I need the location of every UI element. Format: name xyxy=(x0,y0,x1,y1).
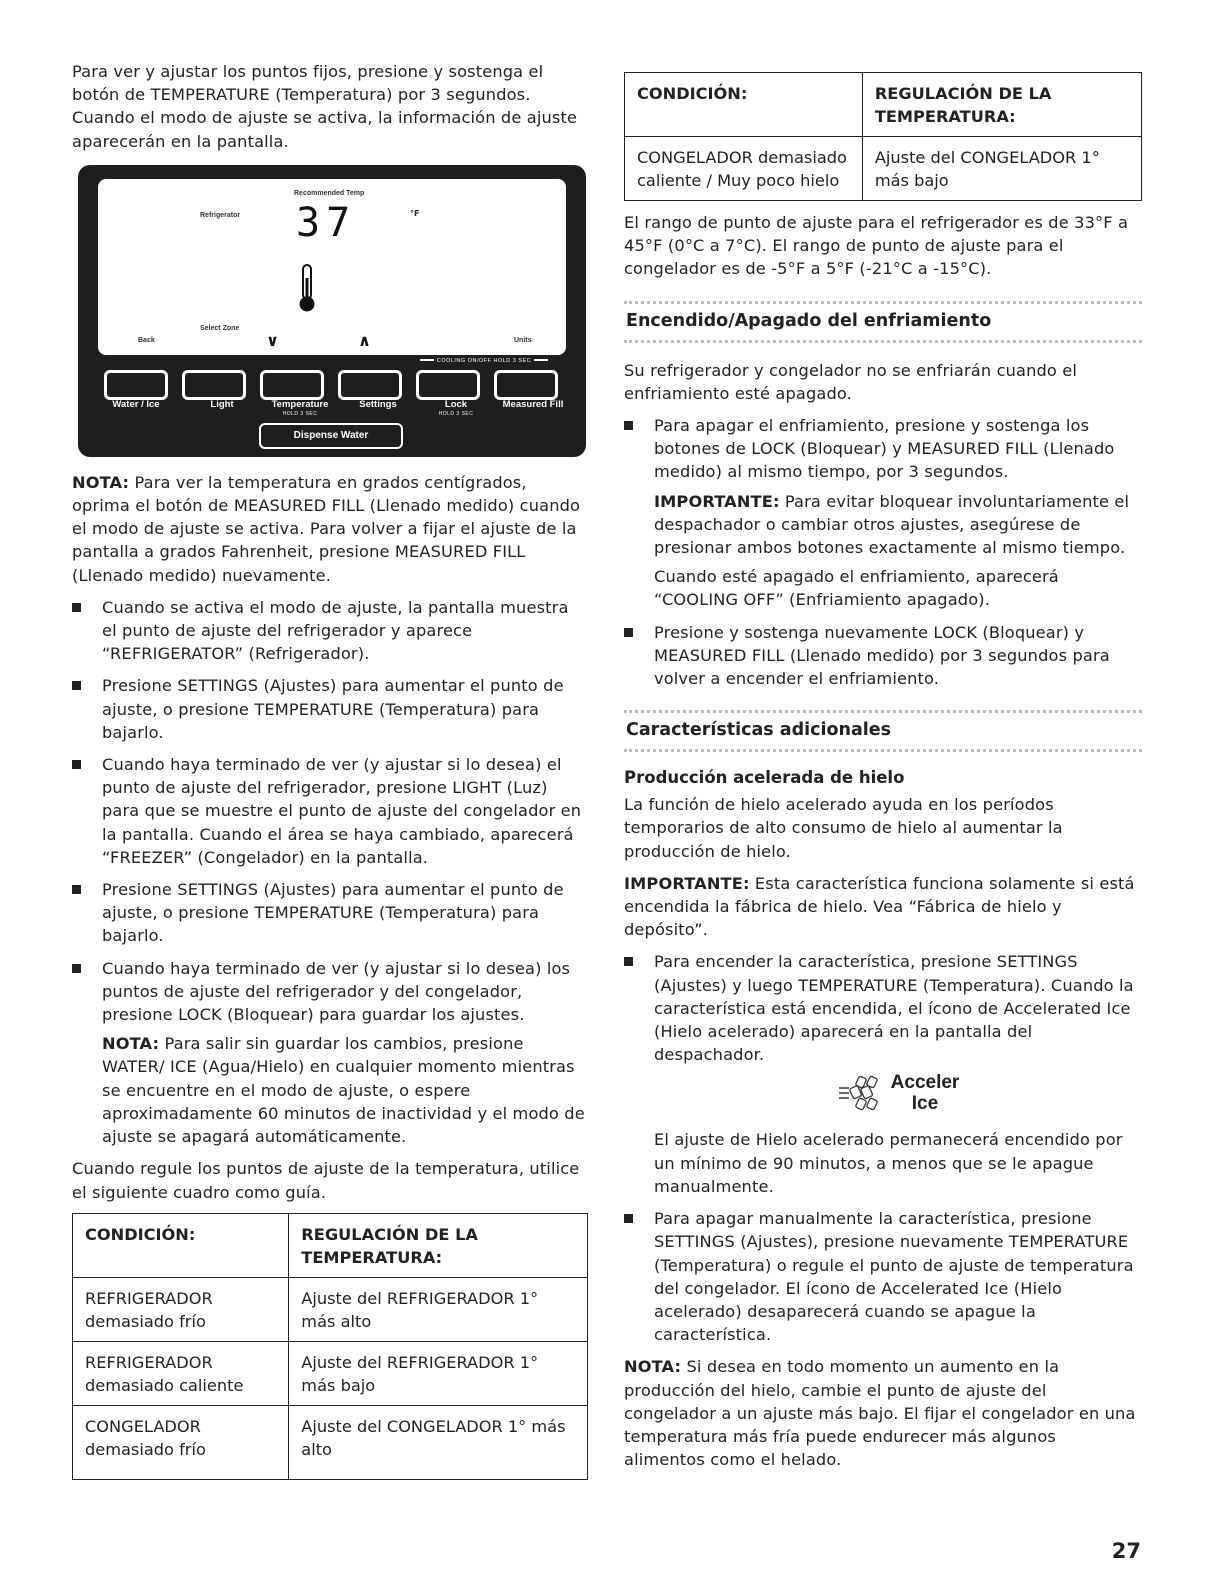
back-label: Back xyxy=(138,336,155,344)
bullet-nota: NOTA: Para salir sin guardar los cambios, presione WATER/ ICE (Agua/Hielo) en cualquier momento mientras se encuentre en el modo de ajuste, o espere aproximadamente 60 minutos de inactividad y el modo de ajuste se apagará automáticamente. xyxy=(102,1034,585,1147)
nota-paragraph-2: NOTA: Si desea en todo momento un aumento en la producción del hielo, cambie el punto de ajuste del congelador a un ajuste más bajo. El fijar el congelador en una temperatura más fría puede endurecer más algunos alimentos como el helado. xyxy=(624,1357,1136,1470)
list-item: Presione SETTINGS (Ajustes) para aumentar el punto de ajuste, o presione TEMPERATURE (Temperatura) para bajarlo. xyxy=(72,878,588,948)
intro-paragraph: Para ver y ajustar los puntos fijos, presione y sostenga el botón de TEMPERATURE (Temperatura) por 3 segundos. Cuando el modo de ajuste se activa, la información de ajuste aparecerán en la pantalla. xyxy=(72,62,578,151)
cooling-steps-list xyxy=(624,414,1142,690)
refrigerator-label: Refrigerator xyxy=(200,211,241,219)
guide-paragraph: Cuando regule los puntos de ajuste de la temperatura, utilice el siguiente cuadro como guía. xyxy=(72,1159,580,1202)
list-item: Para apagar el enfriamiento, presione y sostenga los botones de LOCK (Bloquear) y MEASURED FILL (Llenado medido) al mismo tiempo, por 3 segundos. IMPORTANTE: Para evitar bloquear involuntariamente el despachador o cambiar otros ajustes, asegúrese de presionar ambos botones exactamente al mismo tiempo. Cuando esté apagado el enfriamiento, aparecerá “COOLING OFF” (Enfriamiento apagado). xyxy=(624,414,1142,612)
table-row: CONGELADOR demasiado frío Ajuste del CONGELADOR 1° más alto xyxy=(73,1405,588,1479)
list-item: Presione SETTINGS (Ajustes) para aumentar el punto de ajuste, o presione TEMPERATURE (Temperatura) para bajarlo. xyxy=(72,674,588,744)
measured-fill-label: Measured Fill xyxy=(502,398,564,410)
important-paragraph: IMPORTANTE: Esta característica funciona solamente si está encendida la fábrica de hielo. Vea “Fábrica de hielo y depósito”. xyxy=(624,873,1135,940)
list-item: Cuando se activa el modo de ajuste, la pantalla muestra el punto de ajuste del refrigerador y aparece “REFRIGERATOR” (Refrigerador). xyxy=(72,596,588,666)
light-button[interactable] xyxy=(182,370,246,400)
accelerated-ice-list xyxy=(624,950,1142,1346)
table-row: CONGELADOR demasiado caliente / Muy poco hielo Ajuste del CONGELADOR 1° más bajo xyxy=(625,137,1142,201)
table-row: REFRIGERADOR demasiado frío Ajuste del REFRIGERADOR 1° más alto xyxy=(73,1277,588,1341)
section-title: Características adicionales xyxy=(626,720,892,741)
unit-label: °F xyxy=(410,208,420,218)
section-header-features xyxy=(624,710,1142,752)
important-note: IMPORTANTE: Para evitar bloquear involuntariamente el despachador o cambiar otros ajustes, asegúrese de presionar ambos botones exactamente al mismo tiempo. xyxy=(654,491,1130,558)
subsection-title: Producción acelerada de hielo xyxy=(624,768,905,788)
table-header: CONDICIÓN: xyxy=(625,73,863,137)
settings-label: Settings xyxy=(359,398,397,410)
temperature-readout: 37 xyxy=(296,199,357,246)
accelerated-ice-icon xyxy=(837,1073,885,1113)
section-header-cooling xyxy=(624,301,1142,343)
list-item: Para encender la característica, presione SETTINGS (Ajustes) y luego TEMPERATURE (Temperatura). Cuando la característica está encendida, el ícono de Accelerated Ice (Hielo acelerado) aparecerá en la pantalla del despachador. Acceler Ice El ajuste de Hielo acelerado permanecerá encendido por un mínimo de 90 minutos, a menos que se le apague manualmente. xyxy=(624,950,1142,1198)
range-paragraph: El rango de punto de ajuste para el refrigerador es de 33°F a 45°F (0°C a 7°C). El rango de punto de ajuste para el congelador es de -5°F a 5°F (-21°C a -15°C). xyxy=(624,213,1129,279)
control-panel-illustration xyxy=(78,165,586,457)
list-item: Cuando haya terminado de ver (y ajustar si lo desea) los puntos de ajuste del refrigerador y del congelador, presione LOCK (Bloquear) para guardar los ajustes. NOTA: Para salir sin guardar los cambios, presione WATER/ ICE (Agua/Hielo) en cualquier momento mientras se encuentre en el modo de ajuste, o espere aproximadamente 60 minutos de inactividad y el modo de ajuste se apagará automáticamente. xyxy=(72,957,588,1149)
list-item: Para apagar manualmente la característica, presione SETTINGS (Ajustes), presione nuevamente TEMPERATURE (Temperatura) o regule el punto de ajuste de temperatura del congelador. El ícono de Accelerated Ice (Hielo acelerado) desaparecerá cuando se apague la característica. xyxy=(624,1207,1142,1346)
temperature-guide-table xyxy=(72,1213,588,1480)
dispense-water-button[interactable]: Dispense Water xyxy=(259,423,403,449)
water-ice-button[interactable] xyxy=(104,370,168,400)
temperature-label: Temperature HOLD 3 SEC xyxy=(271,398,329,417)
accelerated-ice-duration: El ajuste de Hielo acelerado permanecerá encendido por un mínimo de 90 minutos, a menos que se le apague manualmente. xyxy=(654,1130,1123,1196)
table-header: REGULACIÓN DE LA TEMPERATURA: xyxy=(862,73,1141,137)
nota-paragraph: NOTA: Para ver la temperatura en grados centígrados, oprima el botón de MEASURED FILL (Llenado medido) cuando el modo de ajuste se activa. Para volver a fijar el ajuste de la pantalla a grados Fahrenheit, presione MEASURED FILL (Llenado medido) nuevamente. xyxy=(72,472,581,585)
page-number: 27 xyxy=(1111,1539,1141,1563)
panel-button-row xyxy=(104,370,564,402)
light-label: Light xyxy=(210,398,234,410)
chevron-down-icon: ∨ xyxy=(266,330,279,350)
accelerated-ice-indicator xyxy=(654,1072,1142,1118)
right-column xyxy=(624,72,1142,1480)
display-screen xyxy=(98,179,566,355)
list-item: Cuando haya terminado de ver (y ajustar si lo desea) el punto de ajuste del refrigerador, presione LIGHT (Luz) para que se muestre el punto de ajuste del congelador en la pantalla. Cuando el área se haya cambiado, aparecerá “FREEZER” (Congelador) en la pantalla. xyxy=(72,753,588,869)
list-item: Presione y sostenga nuevamente LOCK (Bloquear) y MEASURED FILL (Llenado medido) por 3 segundos para volver a encender el enfriamiento. xyxy=(624,621,1142,691)
chevron-up-icon: ∧ xyxy=(358,330,371,350)
table-header: REGULACIÓN DE LA TEMPERATURA: xyxy=(289,1213,588,1277)
temperature-button[interactable] xyxy=(260,370,324,400)
left-column xyxy=(72,60,588,1480)
measured-fill-button[interactable] xyxy=(494,370,558,400)
lock-button[interactable] xyxy=(416,370,480,400)
table-row: REFRIGERADOR demasiado caliente Ajuste del REFRIGERADOR 1° más bajo xyxy=(73,1341,588,1405)
settings-steps-list xyxy=(72,596,588,1148)
lock-label: Lock HOLD 3 SEC xyxy=(438,398,474,417)
cooling-hold-label: COOLING ON/OFF HOLD 3 SEC xyxy=(406,358,562,364)
accelerated-ice-text: Acceler Ice xyxy=(890,1072,960,1115)
temperature-guide-table-continued xyxy=(624,72,1142,201)
table-header: CONDICIÓN: xyxy=(73,1213,289,1277)
cooling-off-note: Cuando esté apagado el enfriamiento, aparecerá “COOLING OFF” (Enfriamiento apagado). xyxy=(654,567,1059,610)
thermometer-icon xyxy=(298,264,316,314)
water-ice-label: Water / Ice xyxy=(112,398,160,410)
section-title: Encendido/Apagado del enfriamiento xyxy=(626,310,992,331)
recommended-temp-label: Recommended Temp xyxy=(294,189,365,197)
units-label: Units xyxy=(514,336,532,344)
select-zone-label: Select Zone xyxy=(200,324,240,332)
cooling-intro: Su refrigerador y congelador no se enfriarán cuando el enfriamiento esté apagado. xyxy=(624,360,1078,403)
accelerated-ice-intro: La función de hielo acelerado ayuda en los períodos temporarios de alto consumo de hielo al aumentar la producción de hielo. xyxy=(624,795,1063,861)
settings-button[interactable] xyxy=(338,370,402,400)
